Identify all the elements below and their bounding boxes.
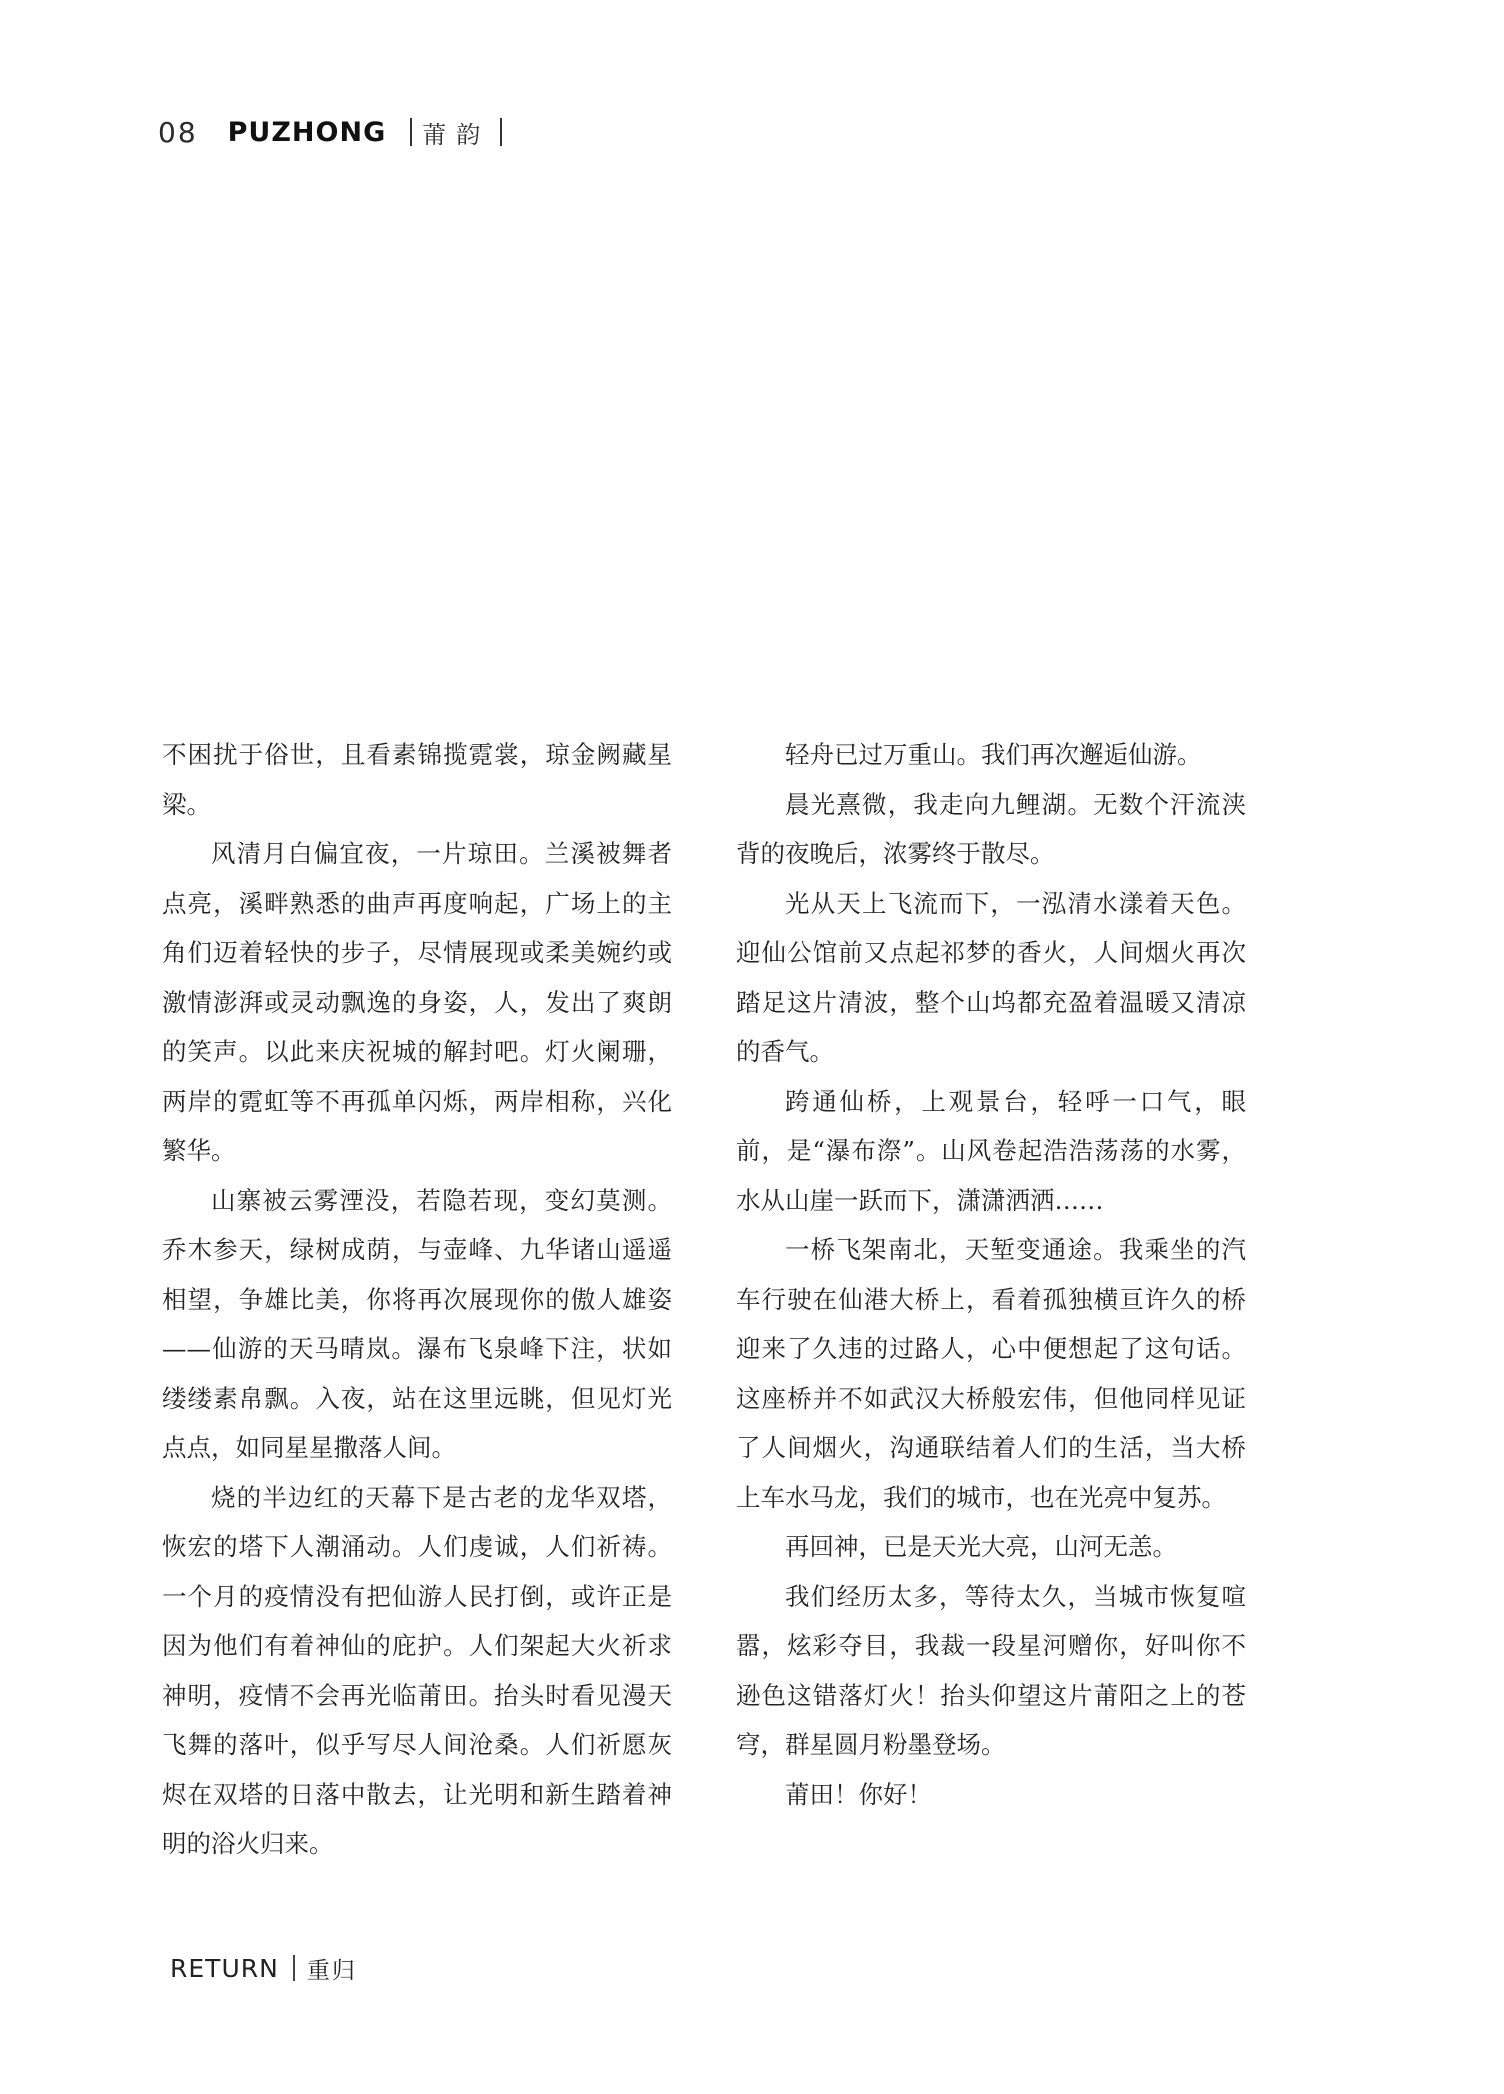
article-paragraph: 我们经历太多，等待太久，当城市恢复喧嚣，炫彩夺目，我裁一段星河赠你，好叫你不逊色这错落灯火！抬头仰望这片莆阳之上的苍穹，群星圆月粉墨登场。 [736, 1581, 1246, 1759]
header-divider-end [500, 118, 502, 146]
magazine-brand: PUZHONG [227, 116, 387, 148]
page-footer [170, 1950, 357, 1986]
article-paragraph: 莆田！你好！ [785, 1779, 932, 1809]
page-number: 08 [158, 115, 198, 149]
header-divider [410, 118, 412, 146]
article-paragraph: 一桥飞架南北，天堑变通途。我乘坐的汽车行驶在仙港大桥上，看着孤独横亘许久的桥迎来了久违的过路人，心中便想起了这句话。这座桥并不如武汉大桥般宏伟，但他同样见证了人间烟火，沟通联结着人们的生活，当大桥上车水马龙，我们的城市，也在光亮中复苏。 [736, 1235, 1246, 1512]
article-paragraph: 轻舟已过万重山。我们再次邂逅仙游。 [785, 740, 1202, 769]
article-column-right [736, 730, 1246, 1819]
article-paragraph: 光从天上飞流而下，一泓清水漾着天色。迎仙公馆前又点起祁梦的香火，人间烟火再次踏足这片清波，整个山坞都充盈着温暖又清凉的香气。 [736, 888, 1246, 1066]
article-column-left [162, 730, 672, 1869]
article-paragraph: 跨通仙桥，上观景台，轻呼一口气，眼前，是“瀑布漈”。山风卷起浩浩荡荡的水雾，水从山崖一跃而下，潇潇洒洒…… [736, 1086, 1246, 1215]
article-paragraph: 山寨被云雾湮没，若隐若现，变幻莫测。乔木参天，绿树成荫，与壶峰、九华诸山遥遥相望，争雄比美，你将再次展现你的傲人雄姿——仙游的天马晴岚。瀑布飞泉峰下注，状如缕缕素帛飘。入夜，站在这里远眺，但见灯光点点，如同星星撒落人间。 [162, 1185, 672, 1462]
column-label-chinese: 重归 [306, 1957, 357, 1984]
article-paragraph: 晨光熹微，我走向九鲤湖。无数个汗流浃背的夜晚后，浓雾终于散尽。 [736, 789, 1246, 868]
article-paragraph: 风清月白偏宜夜，一片琼田。兰溪被舞者点亮，溪畔熟悉的曲声再度响起，广场上的主角们迈着轻快的步子，尽情展现或柔美婉约或激情澎湃或灵动飘逸的身姿，人，发出了爽朗的笑声。以此来庆祝城的解封吧。灯火阑珊，两岸的霓虹等不再孤单闪烁，两岸相称，兴化繁华。 [162, 839, 672, 1165]
page-header [158, 112, 512, 152]
footer-divider [293, 1955, 295, 1981]
section-title: 莆韵 [422, 120, 491, 149]
article-paragraph: 烧的半边红的天幕下是古老的龙华双塔，恢宏的塔下人潮涌动。人们虔诚，人们祈祷。一个月的疫情没有把仙游人民打倒，或许正是因为他们有着神仙的庇护。人们架起大火祈求神明，疫情不会再光临莆田。抬头时看见漫天飞舞的落叶，似乎写尽人间沧桑。人们祈愿灰烬在双塔的日落中散去，让光明和新生踏着神明的浴火归来。 [162, 1482, 672, 1858]
column-label: RETURN [170, 1953, 279, 1983]
article-paragraph: 不困扰于俗世，且看素锦揽霓裳，琼金阙藏星梁。 [162, 740, 672, 819]
article-paragraph: 再回神，已是天光大亮，山河无恙。 [785, 1532, 1177, 1561]
